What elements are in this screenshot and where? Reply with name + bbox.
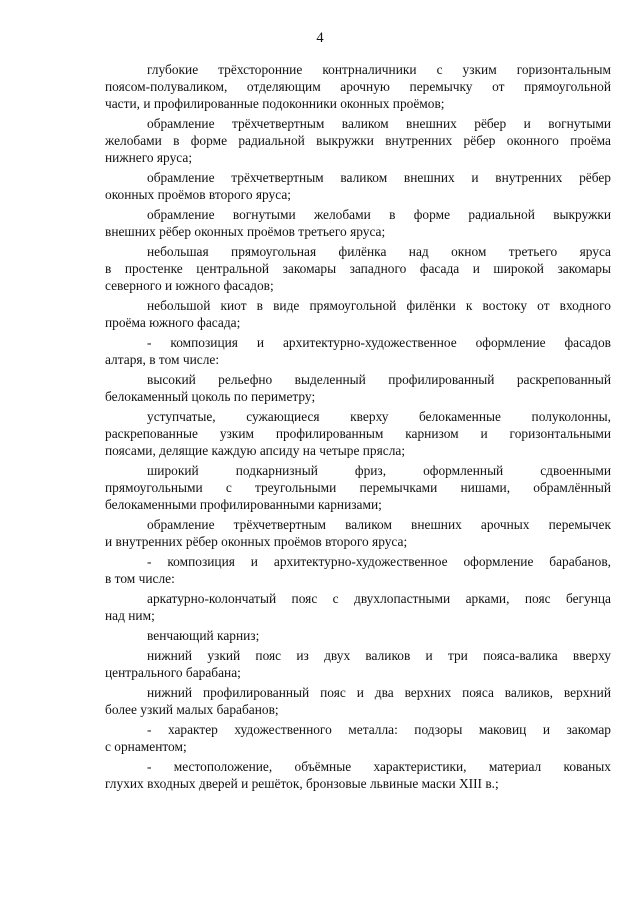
document-body <box>105 61 611 795</box>
paragraph <box>105 371 611 405</box>
text-line: - местоположение, объёмные характеристики, материал кованых <box>147 759 611 774</box>
text-line: поясами, делящие каждую апсиду на четыре прясла; <box>105 443 406 458</box>
text-line: - композиция и архитектурно-художественное оформление фасадов <box>147 335 611 350</box>
paragraph <box>105 684 611 718</box>
text-line: раскрепованные узким профилированным карнизом и горизонтальными <box>105 426 611 441</box>
text-line: белокаменный цоколь по периметру; <box>105 389 316 404</box>
paragraph <box>105 297 611 331</box>
text-line: с орнаментом; <box>105 739 187 754</box>
paragraph <box>105 115 611 166</box>
text-line: центрального барабана; <box>105 665 241 680</box>
paragraph <box>105 243 611 294</box>
text-line: проёма южного фасада; <box>105 315 241 330</box>
text-line: и внутренних рёбер оконных проёмов второго яруса; <box>105 534 408 549</box>
text-line: - характер художественного металла: подзоры маковиц и закомар <box>147 722 611 737</box>
text-line: более узкий малых барабанов; <box>105 702 279 717</box>
text-line: в простенке центральной закомары западного фасада и широкой закомары <box>105 261 611 276</box>
paragraph <box>105 206 611 240</box>
text-line: алтаря, в том числе: <box>105 352 220 367</box>
text-line: белокаменными профилированными карнизами; <box>105 497 382 512</box>
text-line: нижнего яруса; <box>105 150 193 165</box>
text-line: нижний профилированный пояс и два верхних пояса валиков, верхний <box>147 685 611 700</box>
text-line: обрамление трёхчетвертным валиком внешних рёбер и вогнутыми <box>147 116 611 131</box>
text-line: над ним; <box>105 608 155 623</box>
paragraph <box>105 61 611 112</box>
text-line: оконных проёмов второго яруса; <box>105 187 292 202</box>
paragraph <box>105 721 611 755</box>
text-line: части, и профилированные подоконники оконных проёмов; <box>105 96 445 111</box>
paragraph <box>105 516 611 550</box>
text-line: желобами в форме радиальной выкружки внутренних рёбер оконного проёма <box>105 133 611 148</box>
text-line: в том числе: <box>105 571 175 586</box>
paragraph <box>105 647 611 681</box>
text-line: уступчатые, сужающиеся кверху белокаменные полуколонны, <box>147 409 611 424</box>
text-line: прямоугольными с треугольными перемычками нишами, обрамлённый <box>105 480 611 495</box>
paragraph <box>105 590 611 624</box>
text-line: аркатурно-колончатый пояс с двухлопастными арками, пояс бегунца <box>147 591 611 606</box>
text-line: обрамление трёхчетвертным валиком внешних арочных перемычек <box>147 517 611 532</box>
text-line: широкий подкарнизный фриз, оформленный сдвоенными <box>147 463 611 478</box>
paragraph <box>105 334 611 368</box>
text-line: небольшой киот в виде прямоугольной филёнки к востоку от входного <box>147 298 611 313</box>
paragraph <box>105 462 611 513</box>
text-line: высокий рельефно выделенный профилированный раскрепованный <box>147 372 611 387</box>
text-line: внешних рёбер оконных проёмов третьего яруса; <box>105 224 386 239</box>
text-line: обрамление трёхчетвертным валиком внешних и внутренних рёбер <box>147 170 611 185</box>
text-line: нижний узкий пояс из двух валиков и три пояса-валика вверху <box>147 648 611 663</box>
text-line: небольшая прямоугольная филёнка над окном третьего яруса <box>147 244 611 259</box>
text-line: - композиция и архитектурно-художественное оформление барабанов, <box>147 554 611 569</box>
text-line: северного и южного фасадов; <box>105 278 274 293</box>
paragraph <box>105 408 611 459</box>
page-number: 4 <box>316 30 324 46</box>
text-line: глухих входных дверей и решёток, бронзовые львиные маски XIII в.; <box>105 776 499 791</box>
text-line: глубокие трёхсторонние контрналичники с узким горизонтальным <box>147 62 611 77</box>
paragraph <box>105 553 611 587</box>
text-line: поясом-полуваликом, отделяющим арочную перемычку от прямоугольной <box>105 79 611 94</box>
text-line: венчающий карниз; <box>147 628 260 643</box>
paragraph <box>105 169 611 203</box>
paragraph <box>105 627 611 644</box>
text-line: обрамление вогнутыми желобами в форме радиальной выкружки <box>147 207 611 222</box>
paragraph <box>105 758 611 792</box>
